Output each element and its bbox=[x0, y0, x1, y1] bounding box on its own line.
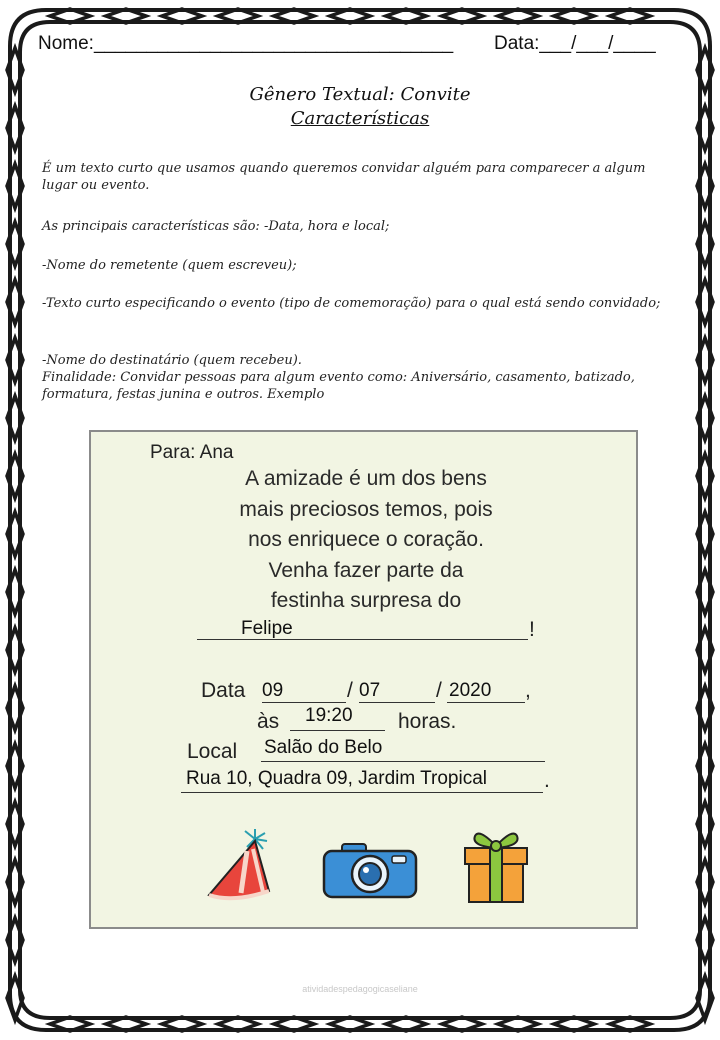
month-underline bbox=[359, 702, 435, 703]
invitation-recipient: Para: Ana bbox=[150, 442, 234, 463]
exclamation-mark: ! bbox=[529, 618, 535, 641]
year-value: 2020 bbox=[449, 680, 492, 701]
paragraph-sender: -Nome do remetente (quem escreveu); bbox=[42, 258, 297, 273]
at-label: às bbox=[257, 710, 280, 733]
date-slash: / bbox=[347, 679, 353, 702]
page-title: Gênero Textual: Convite bbox=[249, 84, 471, 105]
message-line: mais preciosos temos, pois bbox=[239, 497, 493, 521]
time-underline bbox=[290, 730, 385, 731]
paragraph-characteristics: As principais características são: -Data, hora e local; bbox=[42, 219, 390, 234]
paragraph-recipient: -Nome do destinatário (quem recebeu). bbox=[42, 353, 302, 368]
name-field[interactable] bbox=[38, 33, 453, 55]
date-blank: ___/___/____ bbox=[539, 33, 656, 54]
year-underline bbox=[447, 702, 525, 703]
month-value: 07 bbox=[359, 680, 381, 701]
time-value: 19:20 bbox=[305, 705, 353, 726]
invitation-card bbox=[89, 430, 638, 929]
date-label-invite: Data bbox=[201, 679, 246, 702]
message-line: Venha fazer parte da bbox=[268, 558, 464, 582]
name-blank: __________________________________ bbox=[93, 33, 454, 54]
address-underline bbox=[181, 792, 543, 793]
party-hat-icon bbox=[203, 827, 275, 903]
paragraph-purpose: Finalidade: Convidar pessoas para algum evento como: Aniversário, casamento, batizado, formatura, festas junina e outros. Exemplo bbox=[42, 370, 635, 402]
page-subtitle: Características bbox=[290, 108, 430, 129]
hours-label: horas. bbox=[398, 710, 457, 733]
paragraph-definition: É um texto curto que usamos quando queremos convidar alguém para comparecer a algum lugar ou evento. bbox=[42, 161, 646, 193]
day-underline bbox=[262, 702, 346, 703]
message-line: nos enriquece o coração. bbox=[248, 528, 484, 551]
date-label: Data: bbox=[494, 33, 540, 54]
invitation-message bbox=[181, 464, 551, 617]
place-value: Salão do Belo bbox=[264, 737, 383, 758]
watermark: atividadespedagogicaseliane bbox=[302, 984, 418, 994]
local-label: Local bbox=[187, 740, 238, 763]
honoree-name: Felipe bbox=[241, 618, 293, 639]
gift-box-icon bbox=[457, 822, 535, 906]
day-value: 09 bbox=[262, 680, 284, 701]
place-underline bbox=[261, 761, 545, 762]
name-label: Nome: bbox=[38, 33, 94, 54]
date-field[interactable] bbox=[494, 33, 656, 55]
honoree-underline bbox=[197, 639, 528, 640]
date-slash: / bbox=[436, 679, 442, 702]
message-line: festinha surpresa do bbox=[270, 589, 462, 612]
paragraph-event: -Texto curto especificando o evento (tipo de comemoração) para o qual está sendo convidado; bbox=[42, 296, 661, 311]
address-period: . bbox=[544, 769, 550, 792]
message-line: A amizade é um dos bens bbox=[245, 467, 487, 490]
camera-icon bbox=[322, 842, 418, 900]
address-value: Rua 10, Quadra 09, Jardim Tropical bbox=[186, 768, 487, 789]
date-comma: , bbox=[525, 679, 531, 702]
